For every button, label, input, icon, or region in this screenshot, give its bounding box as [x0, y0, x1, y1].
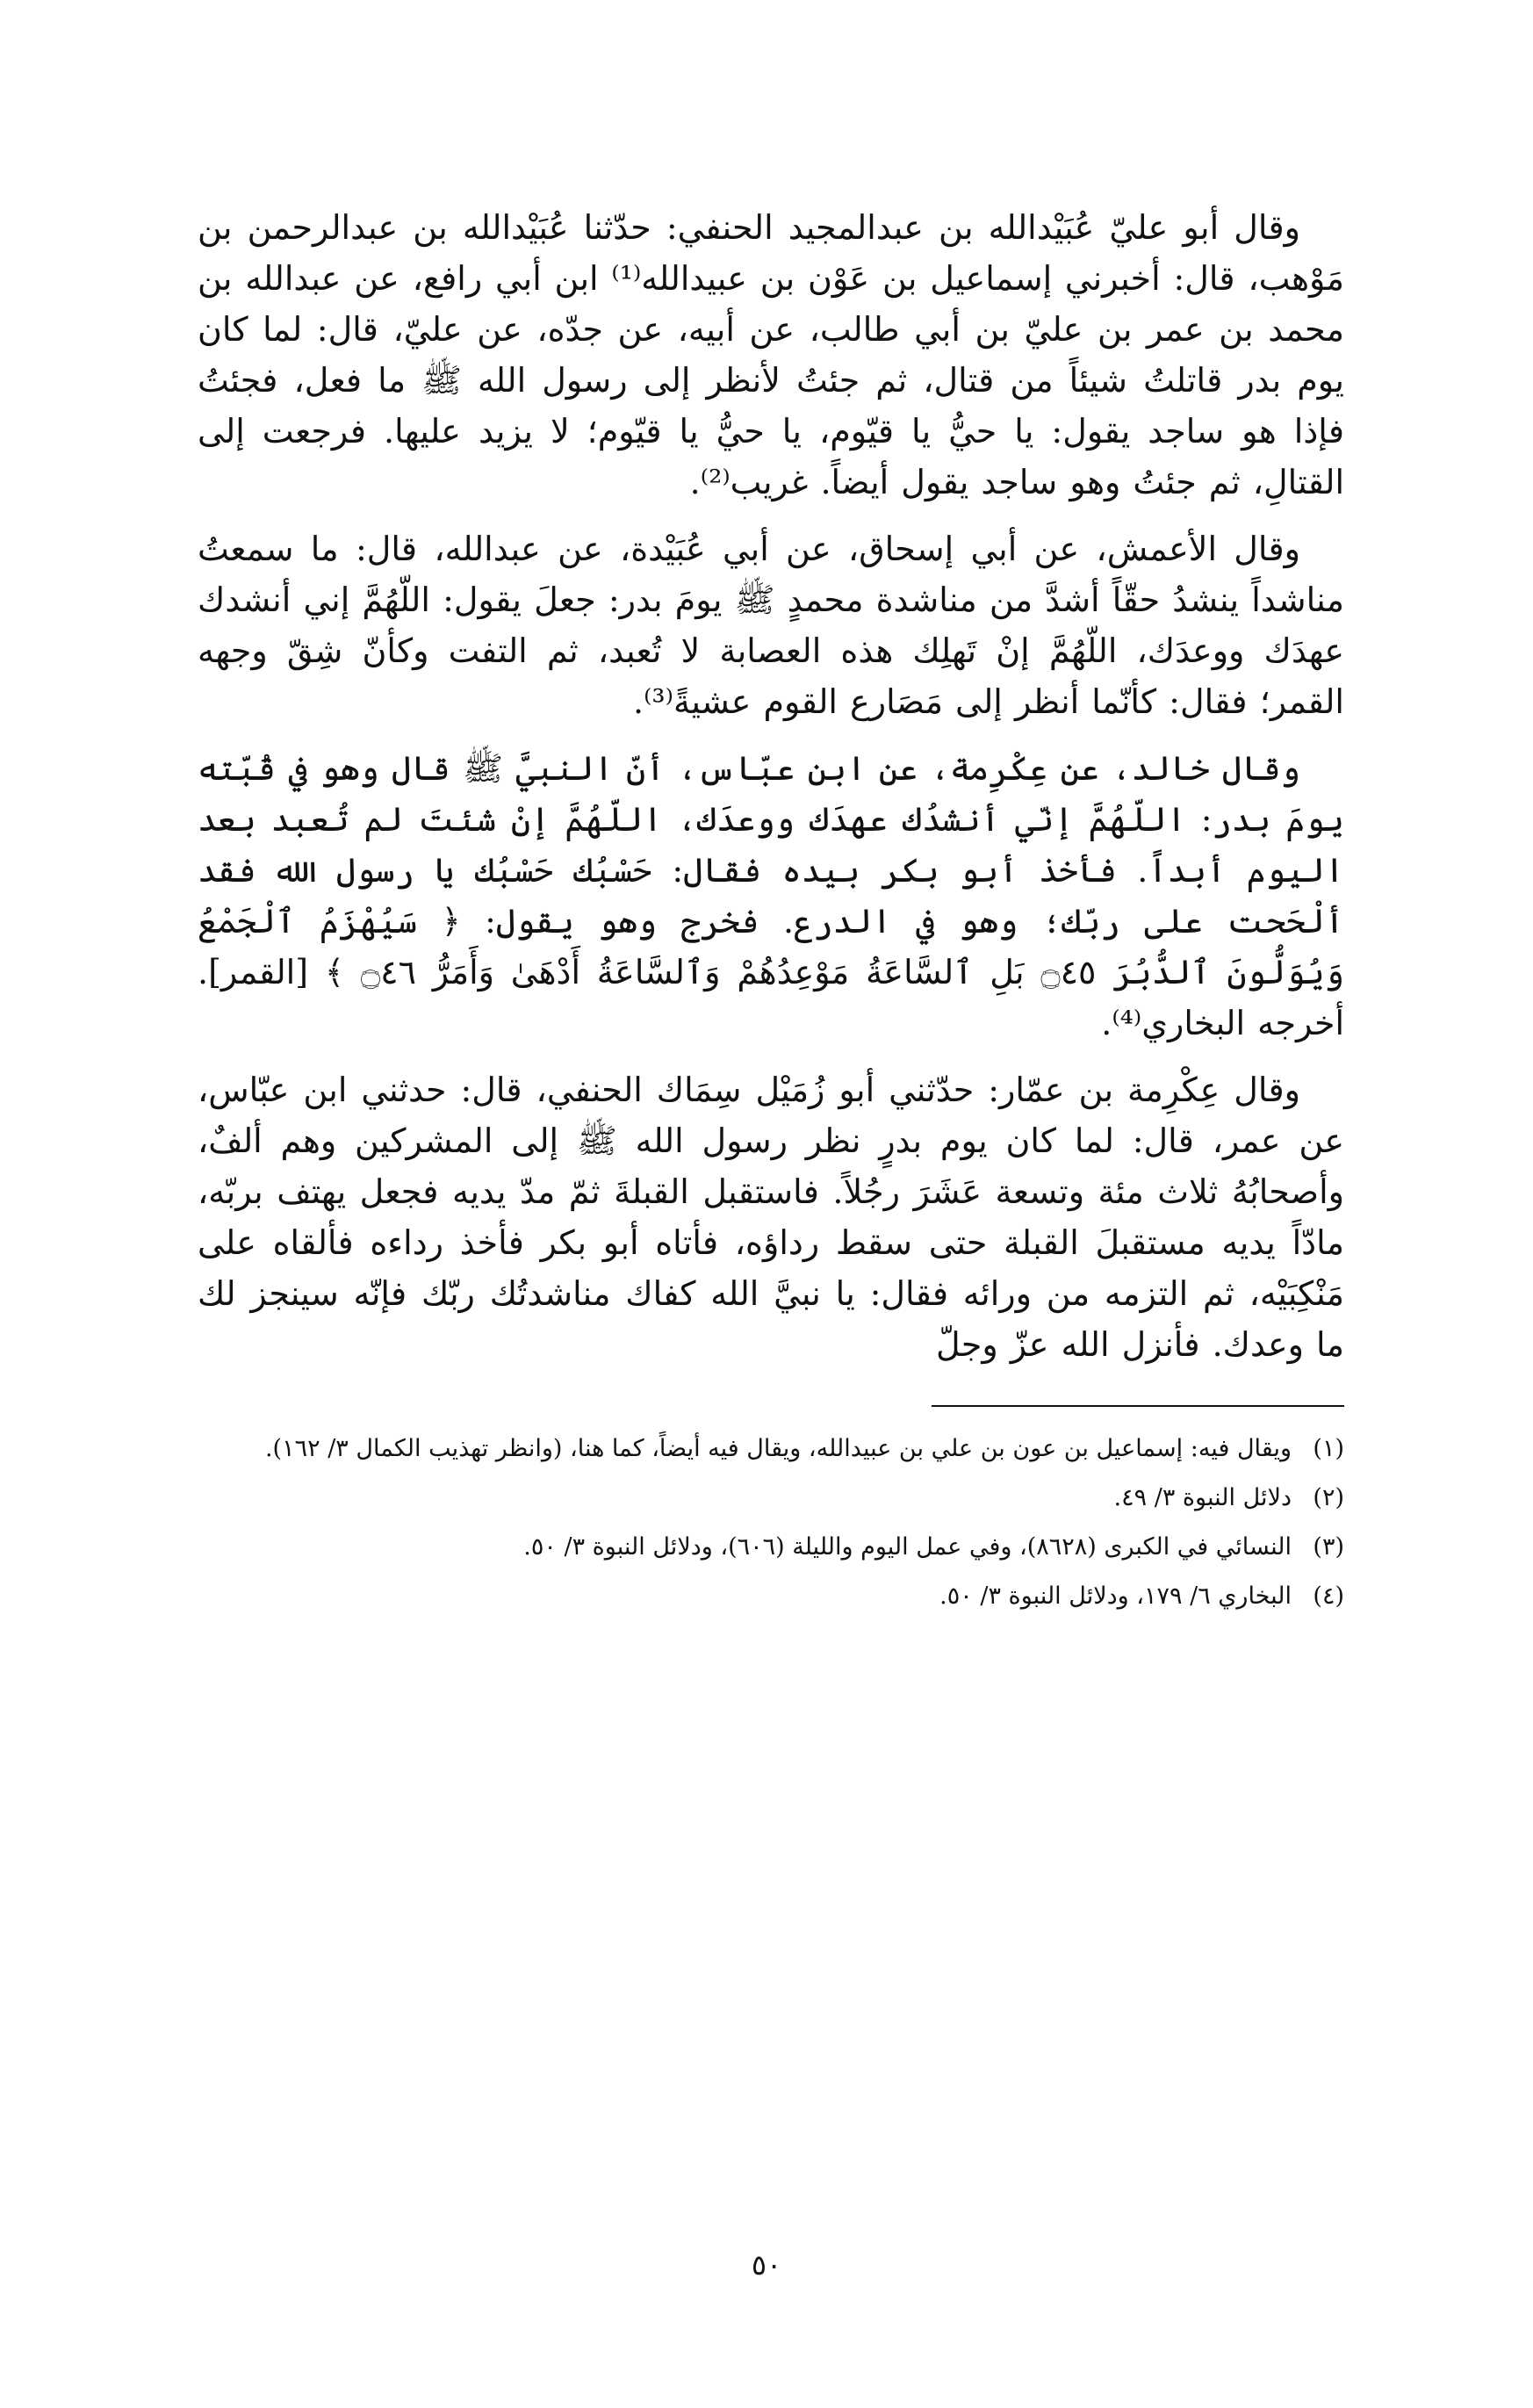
footnote-text: دلائل النبوة ٣/ ٤٩.: [1113, 1484, 1292, 1511]
main-text: [198, 202, 1344, 1370]
footnote-text: النسائي في الكبرى (٨٦٢٨)، وفي عمل اليوم والليلة (٦٠٦)، ودلائل النبوة ٣/ ٥٠.: [523, 1533, 1292, 1561]
footnote-number: (٢): [1313, 1484, 1344, 1511]
footnote-2: [198, 1479, 1344, 1518]
paragraph-1: وقال أبو عليّ عُبَيْدالله بن عبدالمجيد الحنفي: حدّثنا عُبَيْدالله بن عبدالرحمن بن مَوْهب، قال: أخبرني إسماعيل بن عَوْن بن عبيدالله⁽¹⁾ ابن أبي رافع، عن عبدالله بن محمد بن عمر بن عليّ بن أبي طالب، عن أبيه، عن جدّه، عن عليّ، قال: لما كان يوم بدر قاتلتُ شيئاً من قتال، ثم جئتُ لأنظر إلى رسول الله ﷺ ما فعل، فجئتُ فإذا هو ساجد يقول: يا حيُّ يا قيّوم، يا حيُّ يا قيّوم؛ لا يزيد عليها. فرجعت إلى القتالِ، ثم جئتُ وهو ساجد يقول أيضاً. غريب⁽²⁾.: [198, 208, 1344, 501]
paragraph-3: وقال خالد، عن عِكْرِمة، عن ابن عبّاس، أنّ النبيَّ ﷺ قال وهو في قُبّته يومَ بدر: اللّهُمَّ إنّي أنشدُك عهدَك ووعدَك، اللّهُمَّ إنْ شئتَ لم تُعبد بعد اليوم أبداً. فأخذ أبو بكر بيده فقال: حَسْبُك حَسْبُك يا رسول الله فقد ألْحَحت على ربّك؛ وهو في الدرع. فخرج وهو يقول: ﴿ سَيُهْزَمُ ٱلْجَمْعُ وَيُوَلُّونَ ٱلدُّبُرَ ۝٤٥ بَلِ ٱلسَّاعَةُ مَوْعِدُهُمْ وَٱلسَّاعَةُ أَدْهَىٰ وَأَمَرُّ ۝٤٦ ﴾ [القمر]. أخرجه البخاري⁽⁴⁾.: [198, 749, 1344, 1042]
footnote-text: ويقال فيه: إسماعيل بن عون بن علي بن عبيدالله، ويقال فيه أيضاً، كما هنا، (وانظر تهذيب الكمال ٣/ ١٦٢).: [264, 1435, 1292, 1462]
footnote-separator: [932, 1405, 1344, 1407]
footnote-3: [198, 1528, 1344, 1567]
paragraph-4: وقال عِكْرِمة بن عمّار: حدّثني أبو زُمَيْل سِمَاك الحنفي، قال: حدثني ابن عبّاس، عن عمر، قال: لما كان يوم بدرٍ نظر رسول الله ﷺ إلى المشركين وهم ألفٌ، وأصحابُهُ ثلاث مئة وتسعة عَشَرَ رجُلاً. فاستقبل القبلةَ ثمّ مدّ يديه فجعل يهتف بربّه، مادّاً يديه مستقبلَ القبلة حتى سقط رداؤه، فأتاه أبو بكر فأخذ رداءه فألقاه على مَنْكِبَيْه، ثم التزمه من ورائه فقال: يا نبيَّ الله كفاك مناشدتُك ربّك فإنّه سينجز لك ما وعدك. فأنزل الله عزّ وجلّ: [198, 1071, 1344, 1364]
footnote-text: البخاري ٦/ ١٧٩، ودلائل النبوة ٣/ ٥٠.: [939, 1583, 1292, 1610]
footnote-number: (٤): [1313, 1583, 1344, 1610]
footnote-number: (١): [1313, 1435, 1344, 1462]
page-number: ٥٠: [751, 2248, 782, 2282]
paragraph-2: وقال الأعمش، عن أبي إسحاق، عن أبي عُبَيْدة، عن عبدالله، قال: ما سمعتُ مناشداً ينشدُ حقّاً أشدَّ من مناشدة محمدٍ ﷺ يومَ بدر: جعلَ يقول: اللّهُمَّ إني أنشدك عهدَك ووعدَك، اللّهُمَّ إنْ تَهلِك هذه العصابة لا تُعبد، ثم التفت وكأنّ شِقّ وجهه القمر؛ فقال: كأنّما أنظر إلى مَصَارع القوم عشيةً⁽³⁾.: [198, 530, 1344, 721]
footnote-4: [198, 1577, 1344, 1616]
footnotes: [198, 1430, 1344, 1616]
footnote-number: (٣): [1313, 1533, 1344, 1561]
footnote-1: [198, 1430, 1344, 1468]
